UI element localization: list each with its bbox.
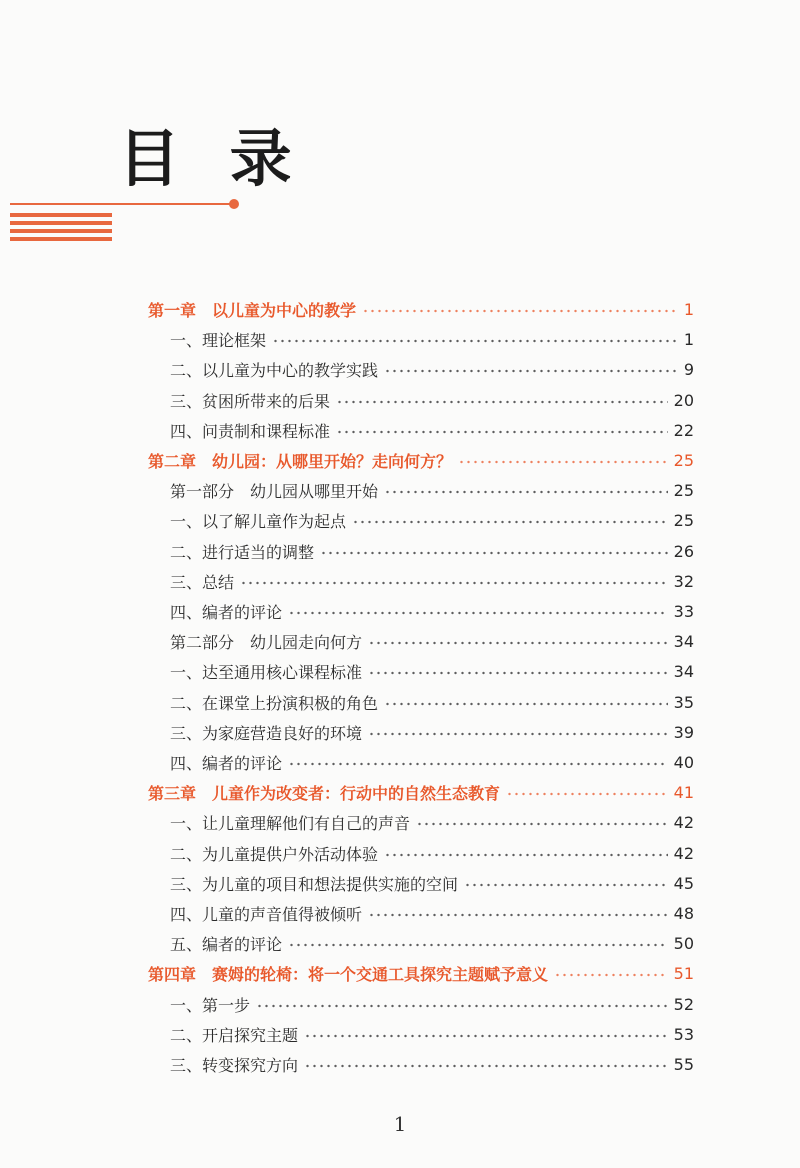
toc-entry-title: 四、问责制和课程标准 bbox=[170, 421, 331, 441]
toc-page-number: 20 bbox=[673, 390, 694, 410]
page-title: 目 录 bbox=[118, 122, 306, 195]
toc-entry-title: 第二部分 幼儿园走向何方 bbox=[170, 632, 363, 652]
toc-chapter-entry[interactable] bbox=[148, 294, 694, 324]
dot-leader bbox=[320, 551, 668, 555]
toc-page-number: 42 bbox=[673, 843, 694, 863]
toc-page-number: 25 bbox=[673, 450, 694, 470]
dot-leader bbox=[368, 641, 668, 645]
toc-section-entry[interactable] bbox=[170, 536, 694, 566]
toc-entry-title: 四、编者的评论 bbox=[170, 602, 283, 622]
toc-page-number: 51 bbox=[673, 963, 694, 983]
toc-chapter-entry[interactable] bbox=[148, 777, 694, 807]
toc-page-number: 48 bbox=[673, 903, 694, 923]
page-number: 1 bbox=[393, 1112, 407, 1136]
dot-leader bbox=[416, 822, 668, 826]
toc-entry-title: 一、达至通用核心课程标准 bbox=[170, 662, 363, 682]
toc-entry-title: 第三章 儿童作为改变者：行动中的自然生态教育 bbox=[148, 783, 501, 803]
toc-section-entry[interactable] bbox=[170, 717, 694, 747]
dot-leader bbox=[336, 430, 668, 434]
dot-leader bbox=[368, 913, 668, 917]
toc-page-number: 9 bbox=[683, 359, 694, 379]
dot-leader bbox=[554, 973, 668, 977]
dot-leader bbox=[384, 369, 678, 373]
toc-section-entry[interactable] bbox=[170, 838, 694, 868]
toc-entry-title: 三、为家庭营造良好的环境 bbox=[170, 723, 363, 743]
toc-section-entry[interactable] bbox=[170, 354, 694, 384]
toc-page-number: 50 bbox=[673, 933, 694, 953]
toc-entry-title: 二、以儿童为中心的教学实践 bbox=[170, 360, 379, 380]
dot-leader bbox=[368, 732, 668, 736]
toc-page-number: 40 bbox=[673, 752, 694, 772]
toc-entry-title: 第一部分 幼儿园从哪里开始 bbox=[170, 481, 379, 501]
dot-leader bbox=[384, 490, 668, 494]
dot-leader bbox=[256, 1004, 668, 1008]
toc-page-number: 33 bbox=[673, 601, 694, 621]
dot-leader bbox=[288, 611, 668, 615]
dot-leader bbox=[288, 762, 668, 766]
toc-entry-title: 三、贫困所带来的后果 bbox=[170, 391, 331, 411]
toc-page-number: 26 bbox=[673, 541, 694, 561]
toc-entry-title: 四、编者的评论 bbox=[170, 753, 283, 773]
title-underline bbox=[10, 203, 232, 205]
toc-entry-title: 二、在课堂上扮演积极的角色 bbox=[170, 693, 379, 713]
dot-leader bbox=[288, 943, 668, 947]
toc-section-entry[interactable] bbox=[170, 656, 694, 686]
toc-entry-title: 第四章 赛姆的轮椅：将一个交通工具探究主题赋予意义 bbox=[148, 964, 549, 984]
dot-leader bbox=[464, 883, 668, 887]
toc-section-entry[interactable] bbox=[170, 596, 694, 626]
dot-leader bbox=[336, 400, 668, 404]
toc-page-number: 25 bbox=[673, 480, 694, 500]
stripe-ornament bbox=[10, 213, 112, 245]
dot-leader bbox=[506, 792, 668, 796]
toc-page-number: 39 bbox=[673, 722, 694, 742]
dot-leader bbox=[240, 581, 668, 585]
toc-entry-title: 二、开启探究主题 bbox=[170, 1025, 299, 1045]
toc-section-entry[interactable] bbox=[170, 1049, 694, 1079]
toc-entry-title: 二、为儿童提供户外活动体验 bbox=[170, 844, 379, 864]
dot-leader bbox=[458, 460, 668, 464]
dot-leader bbox=[362, 309, 678, 313]
toc-section-entry[interactable] bbox=[170, 385, 694, 415]
toc-entry-title: 一、理论框架 bbox=[170, 330, 267, 350]
toc-entry-title: 第一章 以儿童为中心的教学 bbox=[148, 300, 357, 320]
toc-entry-title: 一、让儿童理解他们有自己的声音 bbox=[170, 813, 411, 833]
toc-page-number: 1 bbox=[683, 329, 694, 349]
toc-page-number: 42 bbox=[673, 812, 694, 832]
toc-section-entry[interactable] bbox=[170, 898, 694, 928]
toc-section-entry[interactable] bbox=[170, 687, 694, 717]
toc-chapter-entry[interactable] bbox=[148, 445, 694, 475]
toc-section-entry[interactable] bbox=[170, 989, 694, 1019]
toc-page-number: 53 bbox=[673, 1024, 694, 1044]
toc-section-entry[interactable] bbox=[170, 324, 694, 354]
toc-section-entry[interactable] bbox=[170, 566, 694, 596]
toc-section-entry[interactable] bbox=[170, 747, 694, 777]
toc-section-entry[interactable] bbox=[170, 807, 694, 837]
toc-entry-title: 三、为儿童的项目和想法提供实施的空间 bbox=[170, 874, 459, 894]
toc-page-number: 32 bbox=[673, 571, 694, 591]
toc-page-number: 52 bbox=[673, 994, 694, 1014]
toc-entry-title: 一、第一步 bbox=[170, 995, 251, 1015]
title-dot-ornament bbox=[229, 199, 239, 209]
toc-page-number: 34 bbox=[673, 631, 694, 651]
toc-section-entry[interactable] bbox=[170, 475, 694, 505]
toc-entry-title: 第二章 幼儿园：从哪里开始？走向何方？ bbox=[148, 451, 453, 471]
dot-leader bbox=[304, 1064, 668, 1068]
toc-section-entry[interactable] bbox=[170, 626, 694, 656]
toc-section-entry[interactable] bbox=[170, 505, 694, 535]
toc-entry-title: 二、进行适当的调整 bbox=[170, 542, 315, 562]
dot-leader bbox=[304, 1034, 668, 1038]
toc-entry-title: 三、总结 bbox=[170, 572, 235, 592]
toc-section-entry[interactable] bbox=[170, 868, 694, 898]
toc-section-entry[interactable] bbox=[170, 1019, 694, 1049]
toc-entry-title: 一、以了解儿童作为起点 bbox=[170, 511, 347, 531]
toc-page-number: 45 bbox=[673, 873, 694, 893]
toc-page-number: 35 bbox=[673, 692, 694, 712]
toc-section-entry[interactable] bbox=[170, 928, 694, 958]
dot-leader bbox=[272, 339, 678, 343]
dot-leader bbox=[352, 520, 668, 524]
toc-page-number: 55 bbox=[673, 1054, 694, 1074]
dot-leader bbox=[384, 853, 668, 857]
toc-entry-title: 三、转变探究方向 bbox=[170, 1055, 299, 1075]
toc-chapter-entry[interactable] bbox=[148, 958, 694, 988]
toc-page-number: 25 bbox=[673, 510, 694, 530]
toc-entry-title: 四、儿童的声音值得被倾听 bbox=[170, 904, 363, 924]
toc-entry-title: 五、编者的评论 bbox=[170, 934, 283, 954]
toc-page-number: 22 bbox=[673, 420, 694, 440]
toc-page-number: 34 bbox=[673, 661, 694, 681]
toc-section-entry[interactable] bbox=[170, 415, 694, 445]
toc-page-number: 1 bbox=[683, 299, 694, 319]
dot-leader bbox=[384, 702, 668, 706]
dot-leader bbox=[368, 671, 668, 675]
toc-page-number: 41 bbox=[673, 782, 694, 802]
